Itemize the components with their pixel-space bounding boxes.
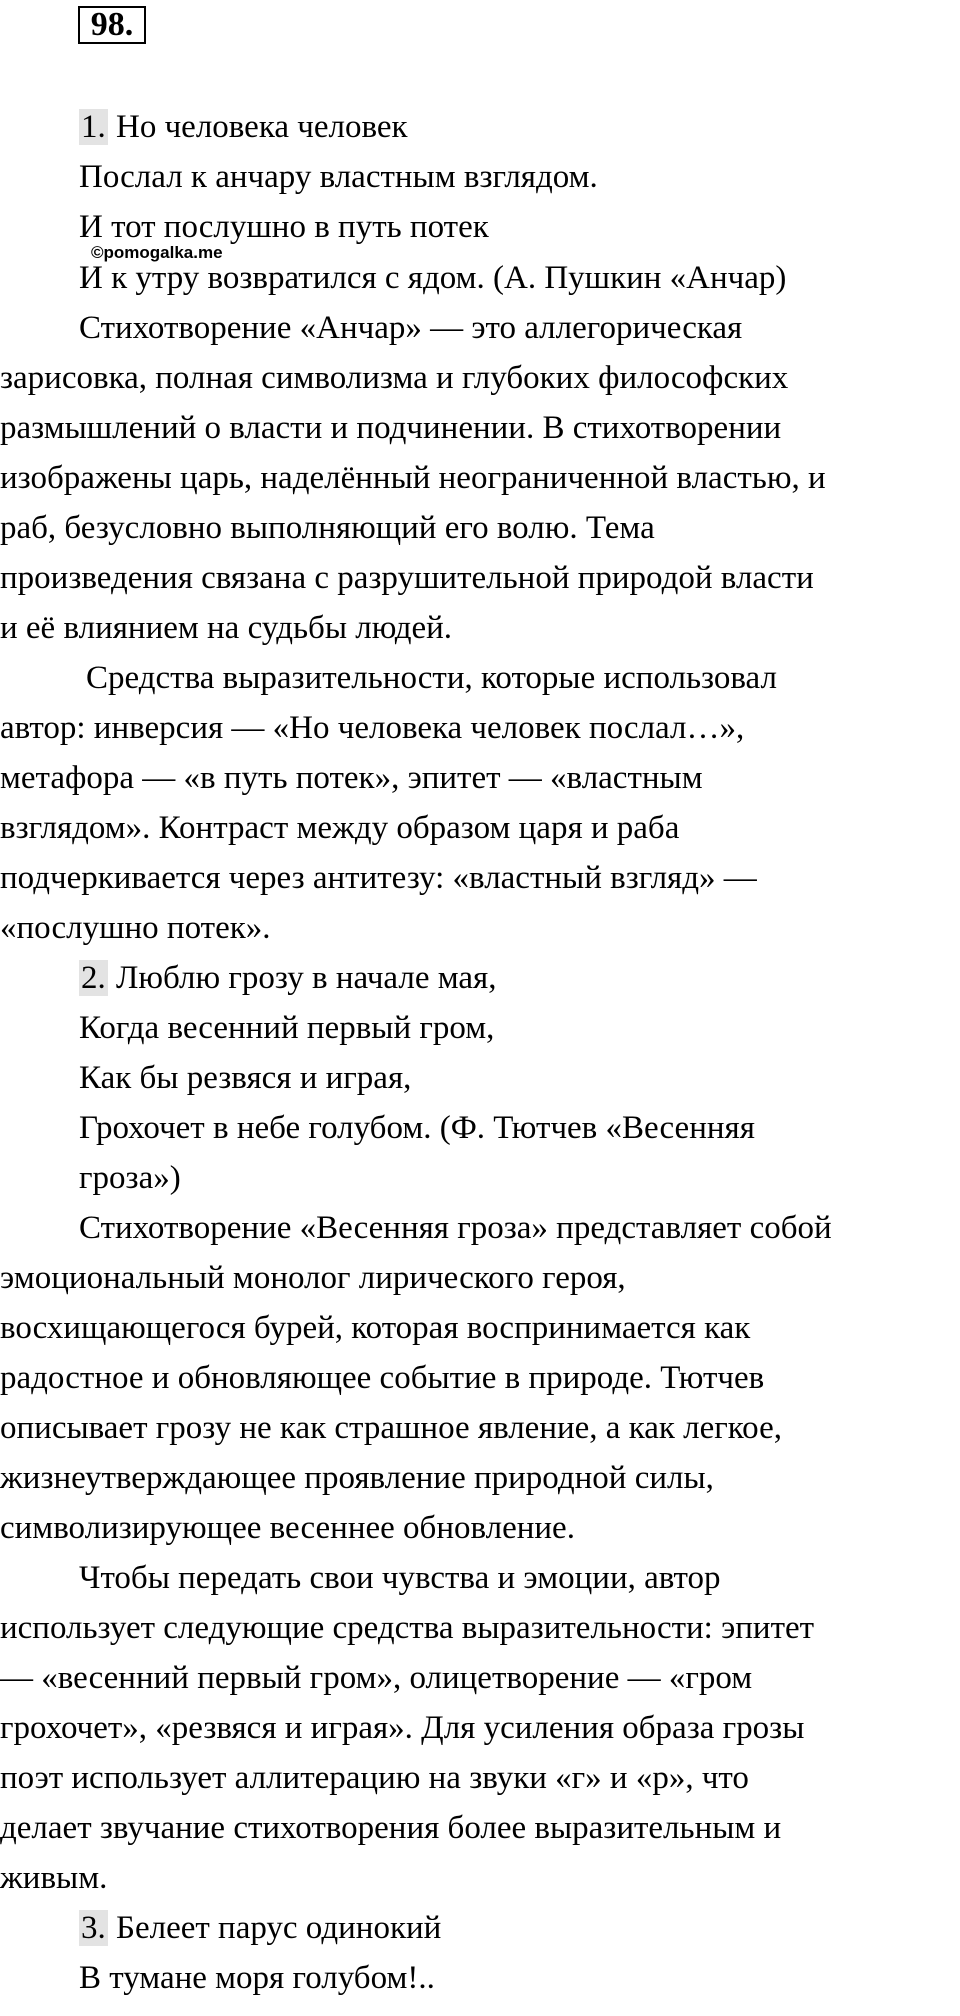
text-line: Когда весенний первый гром, — [79, 1010, 495, 1046]
text-line: Средства выразительности, которые использовал — [86, 660, 777, 696]
text-line: Грохочет в небе голубом. (Ф. Тютчев «Весенняя — [79, 1110, 755, 1146]
text-line: изображены царь, наделённый неограниченной властью, и — [0, 460, 826, 496]
text-line: поэт использует аллитерацию на звуки «г» и «р», что — [0, 1760, 749, 1796]
text-line: размышлений о власти и подчинении. В стихотворении — [0, 410, 782, 446]
item-number: 1. — [81, 109, 106, 145]
text-line: взглядом». Контраст между образом царя и раба — [0, 810, 680, 846]
text-line: И тот послушно в путь потек — [79, 209, 489, 245]
text-line: символизирующее весеннее обновление. — [0, 1510, 575, 1546]
item-number: 3. — [81, 1910, 106, 1946]
text-line: произведения связана с разрушительной природой власти — [0, 560, 814, 596]
text-line: зарисовка, полная символизма и глубоких философских — [0, 360, 789, 396]
text-line: живым. — [0, 1860, 108, 1896]
text-line: «послушно потек». — [0, 910, 271, 946]
text-line: использует следующие средства выразительности: эпитет — [0, 1610, 815, 1646]
text-line: гроза») — [79, 1160, 181, 1196]
text-line: радостное и обновляющее событие в природе. Тютчев — [0, 1360, 765, 1396]
text-line: Послал к анчару властным взглядом. — [79, 159, 598, 195]
text-line: описывает грозу не как страшное явление, а как легкое, — [0, 1410, 782, 1446]
text-line: раб, безусловно выполняющий его волю. Тема — [0, 510, 655, 546]
text-line: и её влиянием на судьбы людей. — [0, 610, 453, 646]
text-line: Как бы резвяся и играя, — [79, 1060, 412, 1096]
text-line: И к утру возвратился с ядом. (А. Пушкин «Анчар) — [79, 260, 787, 296]
text-line: восхищающегося бурей, которая воспринимается как — [0, 1310, 751, 1346]
task-number-box — [78, 6, 146, 44]
text-line: 3. Белеет парус одинокий — [81, 1910, 442, 1946]
text-line: 2. Люблю грозу в начале мая, — [81, 960, 497, 996]
text-line: жизнеутверждающее проявление природной силы, — [0, 1460, 714, 1496]
text-line: эмоциональный монолог лирического героя, — [0, 1260, 626, 1296]
text-line: Стихотворение «Весенняя гроза» представляет собой — [79, 1210, 832, 1246]
text-line: — «весенний первый гром», олицетворение — «гром — [0, 1660, 753, 1696]
text-line: грохочет», «резвяся и играя». Для усиления образа грозы — [0, 1710, 805, 1746]
watermark: ©pomogalka.me — [91, 243, 223, 262]
text-line: В тумане моря голубом!.. — [79, 1960, 435, 1996]
task-number: 98. — [90, 6, 134, 43]
text-line: Чтобы передать свои чувства и эмоции, автор — [79, 1560, 721, 1596]
text-line: делает звучание стихотворения более выразительным и — [0, 1810, 782, 1846]
text-line: автор: инверсия — «Но человека человек послал…», — [0, 710, 745, 746]
item-number: 2. — [81, 960, 106, 996]
text-line: подчеркивается через антитезу: «властный взгляд» — — [0, 860, 757, 896]
text-line: метафора — «в путь потек», эпитет — «властным — [0, 760, 703, 796]
text-line: 1. Но человека человек — [81, 109, 408, 145]
text-line: Стихотворение «Анчар» — это аллегорическая — [79, 310, 743, 346]
